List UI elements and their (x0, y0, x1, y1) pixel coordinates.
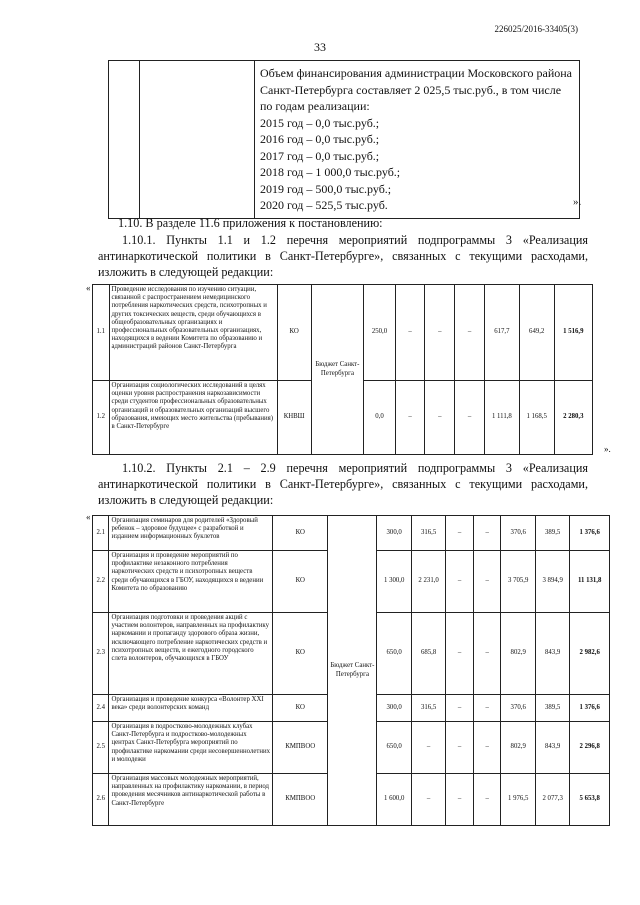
row-value: – (446, 613, 474, 695)
row-executor: КО (273, 613, 328, 695)
row-name: Организация в подростково-молодежных клубах Санкт-Петербурга и подростково-молодежных центрах Санкт-Петербурга мероприятий по профилактике наркомании среди несовершеннолетних и молодежи (109, 722, 273, 774)
row-value: 802,9 (501, 722, 535, 774)
row-value: 685,8 (411, 613, 445, 695)
row-budget: Бюджет Санкт-Петербурга (328, 516, 377, 826)
financing-year: 2018 год – 1 000,0 тыс.руб.; (260, 165, 401, 179)
row-value: – (411, 722, 445, 774)
row-value: – (473, 551, 501, 613)
row-value: 2 077,3 (535, 774, 569, 826)
financing-year: 2017 год – 0,0 тыс.руб.; (260, 148, 380, 163)
row-total: 1 376,6 (570, 695, 610, 722)
row-number: 2.6 (93, 774, 109, 826)
closing-mark: ». (573, 196, 582, 208)
row-executor: КО (273, 695, 328, 722)
document-id: 226025/2016-33405(3) (494, 24, 578, 34)
financing-year: 2019 год – 500,0 тыс.руб.; (260, 181, 392, 196)
row-name: Организация семинаров для родителей «Здоровый ребенок – здоровое будущее» с разработкой и изданием информационных буклетов (109, 516, 273, 551)
row-total: 2 296,8 (570, 722, 610, 774)
financing-year: 2020 год – 525,5 тыс.руб. (260, 198, 388, 212)
row-budget: Бюджет Санкт-Петербурга (311, 285, 364, 455)
row-value: 2 231,0 (411, 551, 445, 613)
row-value: – (473, 613, 501, 695)
row-value: 1 300,0 (377, 551, 411, 613)
row-value: 1 600,0 (377, 774, 411, 826)
row-total: 11 131,8 (570, 551, 610, 613)
row-name: Организация и проведение мероприятий по профилактике незаконного потребления наркотических средств и психотропных веществ среди обучающихся в ГБОУ, находящихся в ведении Комитета по образованию (109, 551, 273, 613)
financing-text (255, 61, 580, 219)
row-value: 250,0 (364, 285, 395, 381)
row-number: 2.2 (93, 551, 109, 613)
activities-table-2 (92, 515, 610, 826)
row-value: 370,6 (501, 516, 535, 551)
row-value: – (411, 774, 445, 826)
row-value: 1 168,5 (519, 381, 554, 455)
open-quote: « (86, 283, 91, 293)
fin-col-blank (140, 61, 255, 219)
row-value: 650,0 (377, 722, 411, 774)
row-value: 3 894,9 (535, 551, 569, 613)
row-value: – (395, 381, 425, 455)
row-value: 3 705,9 (501, 551, 535, 613)
row-value: – (473, 695, 501, 722)
row-value: – (473, 722, 501, 774)
row-number: 1.1 (93, 285, 110, 381)
row-number: 2.3 (93, 613, 109, 695)
financing-intro: Объем финансирования администрации Московского района Санкт-Петербурга составляет 2 025,5 тыс.руб., в том числе по годам реализации: (260, 66, 572, 113)
row-value: 1 111,8 (484, 381, 519, 455)
close-quote: ». (604, 444, 611, 454)
row-number: 1.2 (93, 381, 110, 455)
row-value: – (446, 722, 474, 774)
row-value: 843,9 (535, 613, 569, 695)
paragraph-1-10-1: 1.10.1. Пункты 1.1 и 1.2 перечня мероприятий подпрограммы 3 «Реализация антинаркотической политики в Санкт-Петербурге», связанных с текущими расходами, изложить в следующей редакции: (98, 233, 588, 279)
row-value: 389,5 (535, 695, 569, 722)
row-executor: КО (277, 285, 311, 381)
row-executor: КМПВОО (273, 774, 328, 826)
row-total: 2 280,3 (554, 381, 592, 455)
row-number: 2.1 (93, 516, 109, 551)
row-value: 1 976,5 (501, 774, 535, 826)
financing-table (108, 60, 580, 219)
row-number: 2.4 (93, 695, 109, 722)
row-value: – (446, 774, 474, 826)
row-value: 843,9 (535, 722, 569, 774)
row-value: 650,0 (377, 613, 411, 695)
row-value: 316,5 (411, 516, 445, 551)
row-value: – (455, 285, 485, 381)
page-number: 33 (314, 40, 326, 54)
row-value: – (473, 774, 501, 826)
row-name: Организация и проведение конкурса «Волонтер XXI века» среди волонтерских команд (109, 695, 273, 722)
activities-table-1 (92, 284, 593, 455)
row-total: 1 516,9 (554, 285, 592, 381)
row-value: – (455, 381, 485, 455)
row-value: 0,0 (364, 381, 395, 455)
row-name: Организация подготовки и проведения акций с участием волонтеров, направленных на профилактику наркомании и пропаганду здорового образа жизни, исключающего потребление наркотических средств и психотропных веществ, и ежегодного городского слета волонтеров, обучающихся в ГБОУ (109, 613, 273, 695)
row-executor: КМПВОО (273, 722, 328, 774)
table-row (93, 516, 610, 551)
row-value: 802,9 (501, 613, 535, 695)
row-value: – (446, 695, 474, 722)
row-name: Организация социологических исследований в целях оценки уровня распространения наркозависимости среди студентов профессиональных образовательных организаций и образовательных организаций высшего образования, имеющих место жительства (пребывания) в Санкт-Петербурге (109, 381, 277, 455)
paragraph-1-10: 1.10. В разделе 11.6 приложения к постановлению: (118, 216, 383, 230)
table-row (93, 285, 593, 381)
row-value: 300,0 (377, 695, 411, 722)
row-value: – (395, 285, 425, 381)
row-value: – (425, 285, 455, 381)
row-executor: КО (273, 516, 328, 551)
row-value: 617,7 (484, 285, 519, 381)
row-value: 316,5 (411, 695, 445, 722)
row-total: 1 376,6 (570, 516, 610, 551)
row-name: Организация массовых молодежных мероприятий, направленных на профилактику наркомании, в период проведения месячников антинаркотической работы в Санкт-Петербурге (109, 774, 273, 826)
row-executor: КО (273, 551, 328, 613)
financing-year: 2015 год – 0,0 тыс.руб.; (260, 115, 380, 130)
row-executor: КНВШ (277, 381, 311, 455)
row-value: 370,6 (501, 695, 535, 722)
open-quote: « (86, 512, 91, 522)
row-name: Проведение исследования по изучению ситуации, связанной с распространением немедицинского потребления наркотических средств, психотропных и других токсических веществ, среди обучающихся в общеобразовательных организациях и профессиональных образовательных организациях, находящихся в ведении Комитета по образованию и администраций районов Санкт-Петербурга (109, 285, 277, 381)
row-number: 2.5 (93, 722, 109, 774)
financing-year: 2016 год – 0,0 тыс.руб.; (260, 132, 380, 146)
row-total: 2 982,6 (570, 613, 610, 695)
row-value: – (446, 516, 474, 551)
row-value: – (473, 516, 501, 551)
row-value: – (425, 381, 455, 455)
paragraph-1-10-2: 1.10.2. Пункты 2.1 – 2.9 перечня мероприятий подпрограммы 3 «Реализация антинаркотической политики в Санкт-Петербурге», связанных с текущими расходами, изложить в следующей редакции: (98, 461, 588, 507)
row-total: 5 653,8 (570, 774, 610, 826)
row-value: 649,2 (519, 285, 554, 381)
row-value: 389,5 (535, 516, 569, 551)
fin-col-num (109, 61, 140, 219)
row-value: – (446, 551, 474, 613)
row-value: 300,0 (377, 516, 411, 551)
